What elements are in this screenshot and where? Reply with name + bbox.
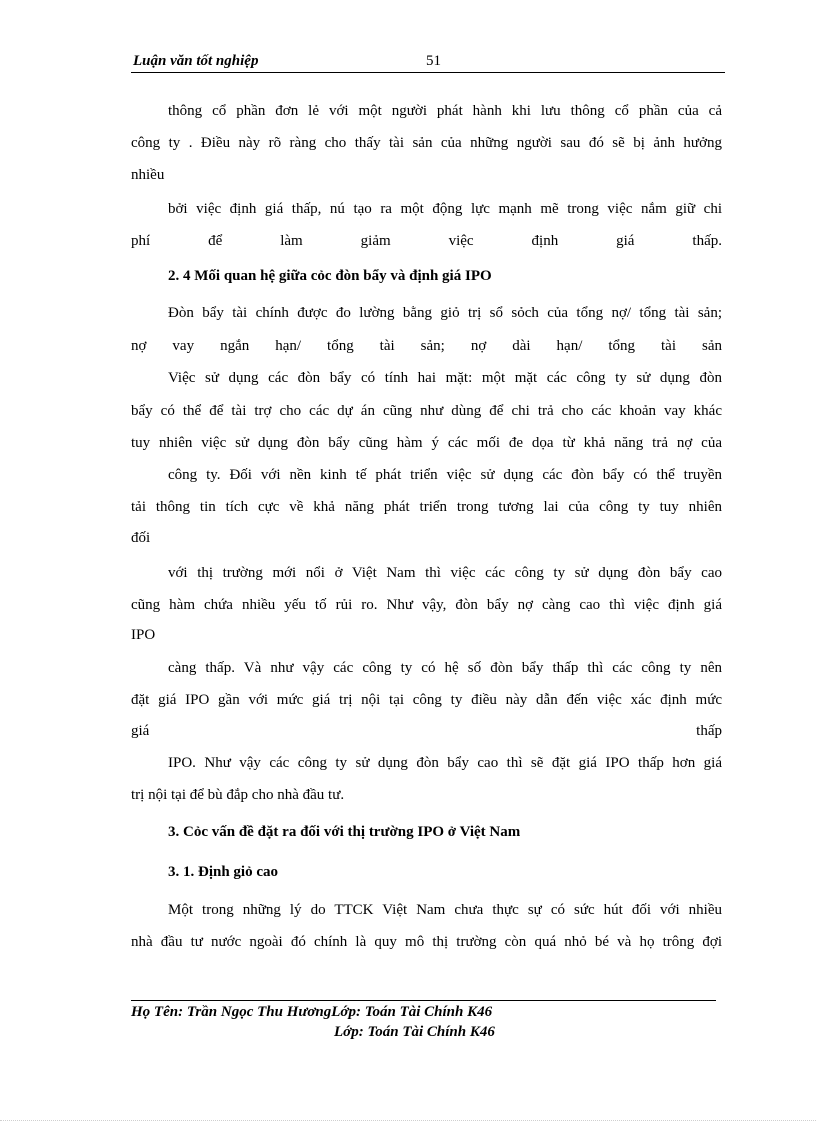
body-line: tuy nhiên việc sử dụng đòn bẩy cũng hàm ý các mối đe dọa từ khả năng trả nợ của: [131, 435, 722, 451]
body-line: đặt giá IPO gần với mức giá trị nội tại công ty điều này dẫn đến việc xác định mức: [131, 692, 722, 708]
footer-author: Họ Tên: Trần Ngọc Thu HươngLớp: Toán Tài Chính K46: [131, 1004, 493, 1020]
body-line: nhà đầu tư nước ngoài đó chính là quy mô thị trường còn quá nhỏ bé và họ trông đợi: [131, 934, 722, 950]
body-line: bởi việc định giá thấp, nú tạo ra một động lực mạnh mẽ trong việc nắm giữ chi: [168, 201, 722, 217]
footer-class: Lớp: Toán Tài Chính K46: [334, 1024, 495, 1040]
body-line: càng thấp. Và như vậy các công ty có hệ số đòn bẩy thấp thì các công ty nên: [168, 660, 722, 676]
body-line: tải thông tin tích cực về khả năng phát triển trong tương lai của công ty tuy nhiên: [131, 499, 722, 515]
body-line: cũng hàm chứa nhiều yếu tố rủi ro. Như vậy, đòn bẩy nợ càng cao thì việc định giá: [131, 597, 722, 613]
header-title: Luận văn tốt nghiệp: [133, 53, 259, 69]
footer-divider: [131, 1000, 716, 1001]
body-line: nhiều: [131, 167, 165, 183]
section-heading: 3. Cỏc vấn đề đặt ra đối với thị trường IPO ở Việt Nam: [168, 824, 521, 840]
body-line: với thị trường mới nổi ở Việt Nam thì việc các công ty sử dụng đòn bẩy cao: [168, 565, 722, 581]
body-line: bẩy có thể để tài trợ cho các dự án cũng như dùng để chi trả cho các khoản vay khác: [131, 403, 722, 419]
body-line: thông cổ phần đơn lẻ với một người phát hành khi lưu thông cổ phần của cả: [168, 103, 722, 119]
body-line: trị nội tại để bù đắp cho nhà đầu tư.: [131, 787, 345, 803]
body-line: Đòn bẩy tài chính được đo lường bằng giỏ trị sổ sỏch của tổng nợ/ tổng tài sản;: [168, 305, 722, 321]
body-line: Một trong những lý do TTCK Việt Nam chưa thực sự có sức hút đối với nhiều: [168, 902, 722, 918]
body-line: IPO. Như vậy các công ty sử dụng đòn bẩy cao thì sẽ đặt giá IPO thấp hơn giá: [168, 755, 722, 771]
page-bottom-edge: [0, 1120, 816, 1121]
page-number: 51: [426, 53, 441, 69]
header-divider: [131, 72, 725, 73]
body-line: Việc sử dụng các đòn bẩy có tính hai mặt: một mặt các công ty sử dụng đòn: [168, 370, 722, 386]
body-line: IPO: [131, 627, 156, 643]
body-line: phí để làm giảm việc định giá thấp.: [131, 233, 722, 249]
body-line: công ty. Đối với nền kinh tế phát triển việc sử dụng các đòn bẩy có thể truyền: [168, 467, 722, 483]
body-line: công ty . Điều này rõ ràng cho thấy tài sản của những người sau đó sẽ bị ảnh hưởng: [131, 135, 722, 151]
body-line: nợ vay ngắn hạn/ tổng tài sản; nợ dài hạn/ tổng tài sản: [131, 338, 722, 354]
subsection-heading: 3. 1. Định giỏ cao: [168, 864, 279, 880]
body-line: giá thấp: [131, 723, 722, 739]
section-heading: 2. 4 Mối quan hệ giữa cỏc đòn bẩy và định giá IPO: [168, 268, 492, 284]
body-line: đối: [131, 530, 151, 546]
